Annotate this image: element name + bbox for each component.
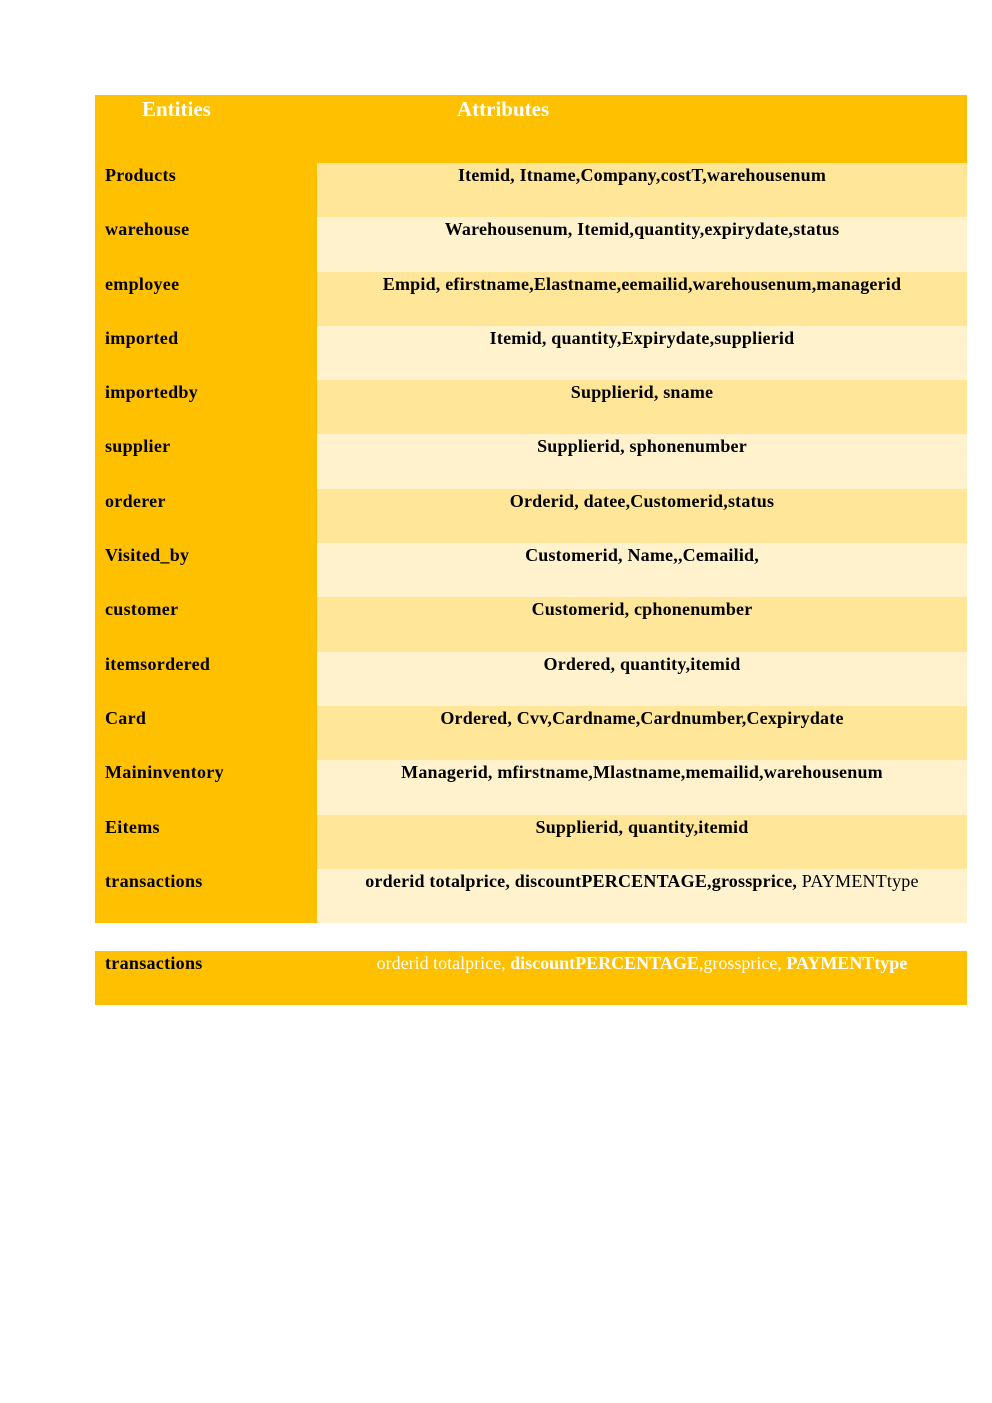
attr-part-3: ,grossprice,: [698, 953, 787, 973]
entities-header: Entities: [142, 97, 211, 121]
attributes-cell: Supplierid, quantity,itemid: [317, 815, 967, 869]
transactions-table: [95, 951, 967, 1005]
attributes-cell: Customerid, Name,,Cemailid,: [317, 543, 967, 597]
table-row: [95, 543, 967, 597]
entity-cell: Products: [95, 163, 317, 217]
entity-cell: orderer: [95, 489, 317, 543]
entity-cell: imported: [95, 326, 317, 380]
table-row: [95, 652, 967, 706]
table-row: [95, 326, 967, 380]
attributes-cell: Orderid, datee,Customerid,status: [317, 489, 967, 543]
attributes-cell: Itemid, Itname,Company,costT,warehousenum: [317, 163, 967, 217]
entity-cell: transactions: [105, 953, 203, 973]
entity-cell: supplier: [95, 434, 317, 488]
table-row: [95, 760, 967, 814]
table-row: [95, 163, 967, 217]
table-row: [95, 815, 967, 869]
entity-cell: Visited_by: [95, 543, 317, 597]
table-row: [95, 706, 967, 760]
attributes-cell: [317, 869, 967, 923]
table-header: [95, 95, 967, 163]
attributes-cell: Warehousenum, Itemid,quantity,expirydate,status: [317, 217, 967, 271]
attributes-normal-part: PAYMENTtype: [797, 870, 919, 891]
attributes-cell: Supplierid, sphonenumber: [317, 434, 967, 488]
entities-table: [95, 95, 967, 923]
entity-cell: transactions: [95, 869, 317, 923]
attributes-header: Attributes: [457, 97, 550, 121]
entity-cell: Eitems: [95, 815, 317, 869]
attributes-cell: [317, 951, 967, 1005]
table-row-transactions: [95, 869, 967, 923]
attr-part-1: orderid totalprice,: [376, 953, 511, 973]
attributes-cell: Customerid, cphonenumber: [317, 597, 967, 651]
attributes-cell: Ordered, quantity,itemid: [317, 652, 967, 706]
table-row: [95, 380, 967, 434]
entity-cell: warehouse: [95, 217, 317, 271]
attr-part-2: discountPERCENTAGE: [510, 953, 699, 973]
entity-cell: customer: [95, 597, 317, 651]
entity-cell: importedby: [95, 380, 317, 434]
attributes-cell: Ordered, Cvv,Cardname,Cardnumber,Cexpirydate: [317, 706, 967, 760]
table-row: [95, 217, 967, 271]
table-row: [95, 434, 967, 488]
table-row: [95, 489, 967, 543]
attr-part-4: PAYMENTtype: [786, 953, 908, 973]
attributes-cell: Itemid, quantity,Expirydate,supplierid: [317, 326, 967, 380]
attributes-cell: Supplierid, sname: [317, 380, 967, 434]
entity-cell: itemsordered: [95, 652, 317, 706]
entity-cell: Maininventory: [95, 760, 317, 814]
entity-cell: Card: [95, 706, 317, 760]
entity-cell: employee: [95, 272, 317, 326]
table-row: [95, 597, 967, 651]
table-row: [95, 272, 967, 326]
attributes-bold-part: orderid totalprice, discountPERCENTAGE,grossprice,: [365, 870, 798, 891]
attributes-cell: Managerid, mfirstname,Mlastname,memailid,warehousenum: [317, 760, 967, 814]
attributes-cell: Empid, efirstname,Elastname,eemailid,warehousenum,managerid: [317, 272, 967, 326]
